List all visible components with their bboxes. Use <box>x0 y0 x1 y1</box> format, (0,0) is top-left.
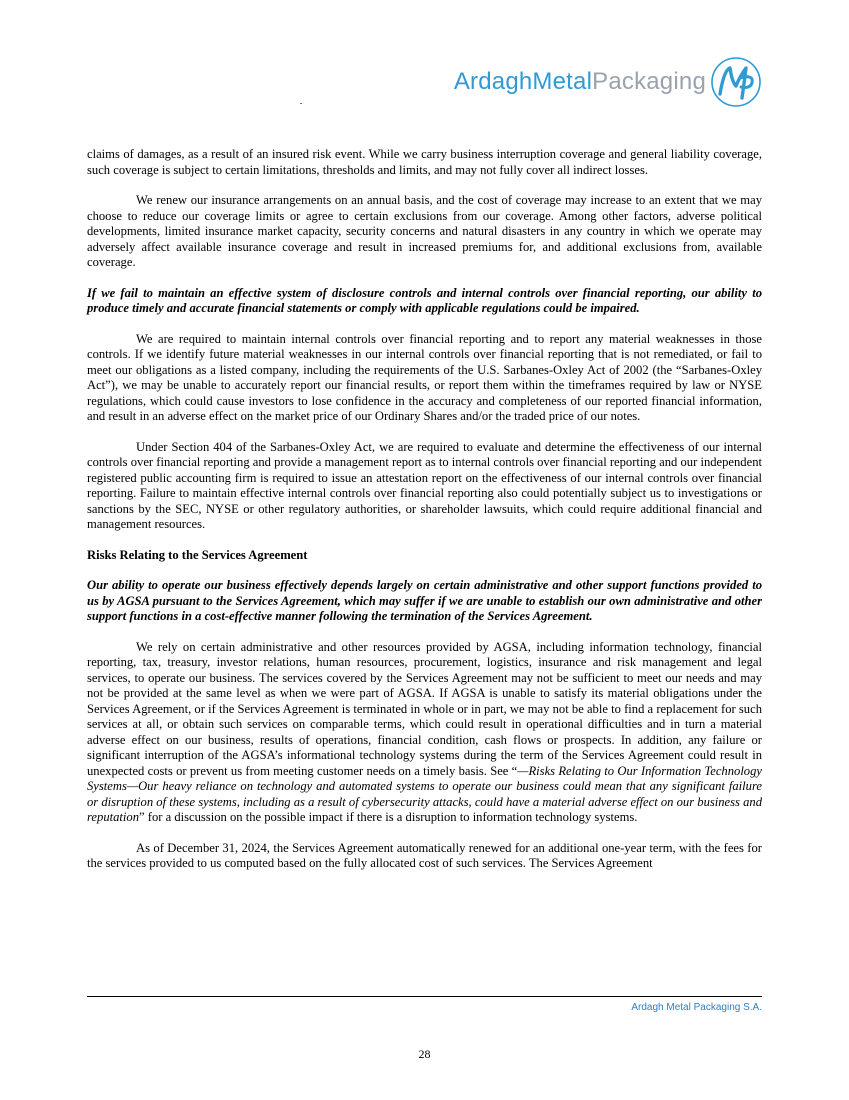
stray-mark <box>300 103 302 104</box>
page-number: 28 <box>418 1047 431 1061</box>
section-title: Risks Relating to the Services Agreement <box>87 547 308 562</box>
footer-company-name: Ardagh Metal Packaging S.A. <box>631 1002 762 1013</box>
footer-divider <box>87 996 762 997</box>
paragraph-5 <box>87 640 762 826</box>
paragraph-5-part-a: We rely on certain administrative and other resources provided by AGSA, including information technology, financial reporting, tax, treasury, investor relations, human resources, procurement, logistics, insurance and risk management and legal services, to operate our business. The services covered by the Services Agreement may not be sufficient to meet our needs and may not be provided at the same level as when we were part of AGSA. If AGSA is unable to satisfy its material obligations under the Services Agreement, or if the Services Agreement is terminated in whole or in part, we may not be able to find a replacement for such services at all, or obtain such services on comparable terms, which could result in operational difficulties and in turn a material adverse effect on our business, results of operations, financial condition, cash flows or prospects. In addition, any failure or significant interruption of the AGSA’s informational technology systems during the term of the Services Agreement could result in unexpected costs or prevent us from meeting customer needs on a timely basis. See “ <box>87 639 762 778</box>
paragraph-1: claims of damages, as a result of an insured risk event. While we carry business interruption coverage and general liability coverage, such coverage is subject to certain limitations, thresholds and limits, and may not fully cover all indirect losses. <box>87 147 762 177</box>
risk-heading-2: Our ability to operate our business effectively depends largely on certain administrative and other support functions provided to us by AGSA pursuant to the Services Agreement, which may suffer if we are unable to establish our own administrative and other support functions in a cost-effective manner following the termination of the Services Agreement. <box>87 578 762 623</box>
company-logo <box>454 56 762 108</box>
paragraph-2: We renew our insurance arrangements on an annual basis, and the cost of coverage may increase to an extent that we may choose to reduce our coverage limits or agree to certain exclusions from our coverage. Among other factors, adverse political developments, limited insurance market capacity, security concerns and natural disasters in any country in which we operate may adversely affect available insurance coverage and result in increased premiums for, and additional exclusions from, available coverage. <box>87 193 762 269</box>
amp-logo-icon <box>710 56 762 108</box>
risk-heading-1: If we fail to maintain an effective system of disclosure controls and internal controls over financial reporting, our ability to produce timely and accurate financial statements or comply with applicable regulations could be impaired. <box>87 285 762 315</box>
paragraph-3: We are required to maintain internal controls over financial reporting and to report any material weaknesses in those controls. If we identify future material weaknesses in our internal controls over financial reporting that is not remediated, or fail to meet our obligations as a listed company, including the requirements of the U.S. Sarbanes-Oxley Act of 2002 (the “Sarbanes-Oxley Act”), we may be unable to accurately report our financial results, or report them within the timeframes required by law or NYSE regulations, which could cause investors to lose confidence in the accuracy and completeness of our reported financial information, and result in an adverse effect on the market price of our Ordinary Shares and/or the traded price of our notes. <box>87 331 762 423</box>
document-body <box>87 147 762 887</box>
cross-reference: —Risks Relating to Our Information Technology Systems—Our heavy reliance on technology and automated systems to operate our business could mean that any significant failure or disruption of these systems, including as a result of cybersecurity attacks, could have a material adverse effect on our business and reputation <box>87 763 762 824</box>
paragraph-5-part-b: ” for a discussion on the possible impact if there is a disruption to information technology systems. <box>139 810 638 824</box>
logo-wordmark: ArdaghMetalPackaging <box>453 68 706 95</box>
paragraph-4: Under Section 404 of the Sarbanes-Oxley Act, we are required to evaluate and determine the effectiveness of our internal controls over financial reporting and provide a management report as to internal controls over financial reporting and our independent registered public accounting firm is required to issue an attestation report on the effectiveness of our internal controls over financial reporting. Failure to maintain effective internal controls over financial reporting also could potentially subject us to investigations or sanctions by the SEC, NYSE or other regulatory authorities, or shareholder lawsuits, which could require additional financial and management resources. <box>87 439 762 531</box>
paragraph-6: As of December 31, 2024, the Services Agreement automatically renewed for an additional one-year term, with the fees for the services provided to us computed based on the fully allocated cost of such services. The Services Agreement <box>87 840 762 870</box>
logo-mark-text: MP <box>736 105 738 106</box>
